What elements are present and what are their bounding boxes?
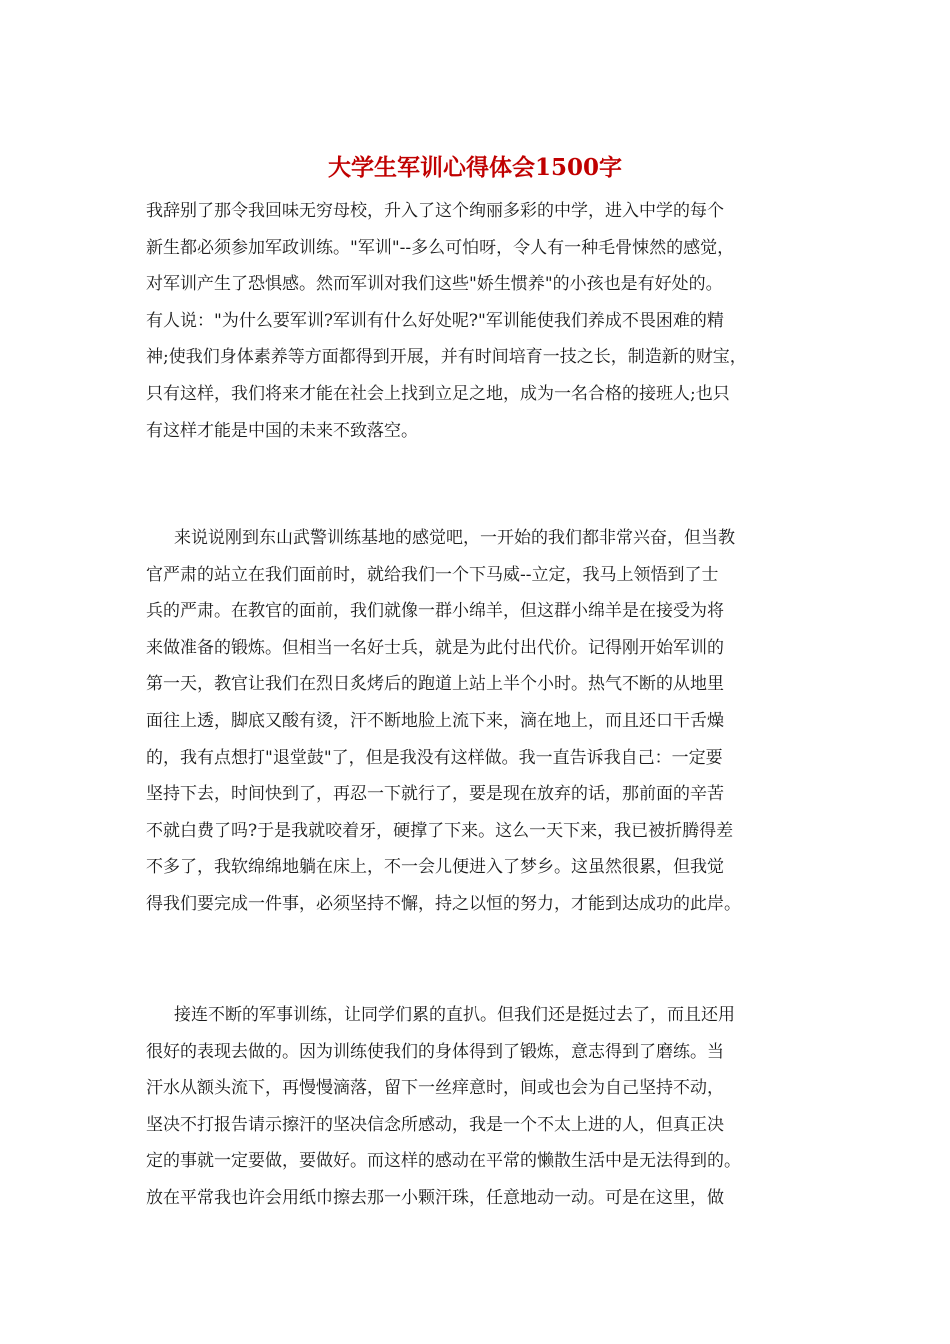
paragraph-line: 对军训产生了恐惧感。然而军训对我们这些"娇生惯养"的小孩也是有好处的。 (146, 274, 723, 295)
document-title: 大学生军训心得体会1500字 (327, 154, 622, 181)
paragraph-2 (146, 520, 810, 923)
paragraph-line: 很好的表现去做的。因为训练使我们的身体得到了锻炼，意志得到了磨练。当 (146, 1041, 724, 1062)
paragraph-1 (146, 193, 810, 449)
paragraph-line: 官严肃的站立在我们面前时，就给我们一个下马威--立定，我马上领悟到了士 (146, 564, 719, 585)
paragraph-line: 来做准备的锻炼。但相当一名好士兵，就是为此付出代价。记得刚开始军训的 (146, 637, 724, 658)
paragraph-line: 不就白费了吗?于是我就咬着牙，硬撑了下来。这么一天下来，我已被折腾得差 (146, 820, 734, 841)
paragraph-line: 坚决不打报告请示擦汗的坚决信念所感动，我是一个不太上进的人，但真正决 (146, 1114, 724, 1135)
paragraph-line: 只有这样，我们将来才能在社会上找到立足之地，成为一名合格的接班人;也只 (146, 383, 730, 404)
paragraph-line: 定的事就一定要做，要做好。而这样的感动在平常的懒散生活中是无法得到的。 (146, 1151, 741, 1172)
paragraph-line: 兵的严肃。在教官的面前，我们就像一群小绵羊，但这群小绵羊是在接受为将 (146, 601, 724, 622)
paragraph-line: 汗水从额头流下，再慢慢滴落，留下一丝痒意时，间或也会为自己坚持不动， (146, 1078, 724, 1099)
paragraph-line: 来说说刚到东山武警训练基地的感觉吧，一开始的我们都非常兴奋，但当教 (174, 528, 735, 548)
paragraph-line: 的，我有点想打"退堂鼓"了，但是我没有这样做。我一直告诉我自己：一定要 (146, 747, 723, 768)
paragraph-line: 坚持下去，时间快到了，再忍一下就行了，要是现在放弃的话，那前面的辛苦 (146, 784, 724, 805)
paragraph-line: 第一天，教官让我们在烈日炙烤后的跑道上站上半个小时。热气不断的从地里 (146, 674, 724, 695)
paragraph-line: 得我们要完成一件事，必须坚持不懈，持之以恒的努力，才能到达成功的此岸。 (146, 893, 741, 914)
paragraph-line: 神;使我们身体素养等方面都得到开展，并有时间培育一技之长，制造新的财宝， (146, 347, 747, 368)
paragraph-line: 面往上透，脚底又酸有烫，汗不断地脸上流下来，滴在地上，而且还口干舌燥 (146, 710, 724, 731)
paragraph-line: 新生都必须参加军政训练。"军训"--多么可怕呀，令人有一种毛骨悚然的感觉， (146, 237, 735, 258)
paragraph-3 (146, 997, 810, 1217)
paragraph-line: 放在平常我也许会用纸巾擦去那一小颗汗珠，任意地动一动。可是在这里，做 (146, 1187, 724, 1208)
paragraph-line: 我辞别了那令我回味无穷母校，升入了这个绚丽多彩的中学，进入中学的每个 (146, 201, 724, 221)
paragraph-line: 有这样才能是中国的未来不致落空。 (146, 420, 418, 441)
paragraph-line: 接连不断的军事训练，让同学们累的直扒。但我们还是挺过去了，而且还用 (174, 1005, 735, 1025)
paragraph-line: 有人说："为什么要军训?军训有什么好处呢?"军训能使我们养成不畏困难的精 (146, 310, 724, 331)
paragraph-line: 不多了，我软绵绵地躺在床上，不一会儿便进入了梦乡。这虽然很累，但我觉 (146, 857, 724, 878)
